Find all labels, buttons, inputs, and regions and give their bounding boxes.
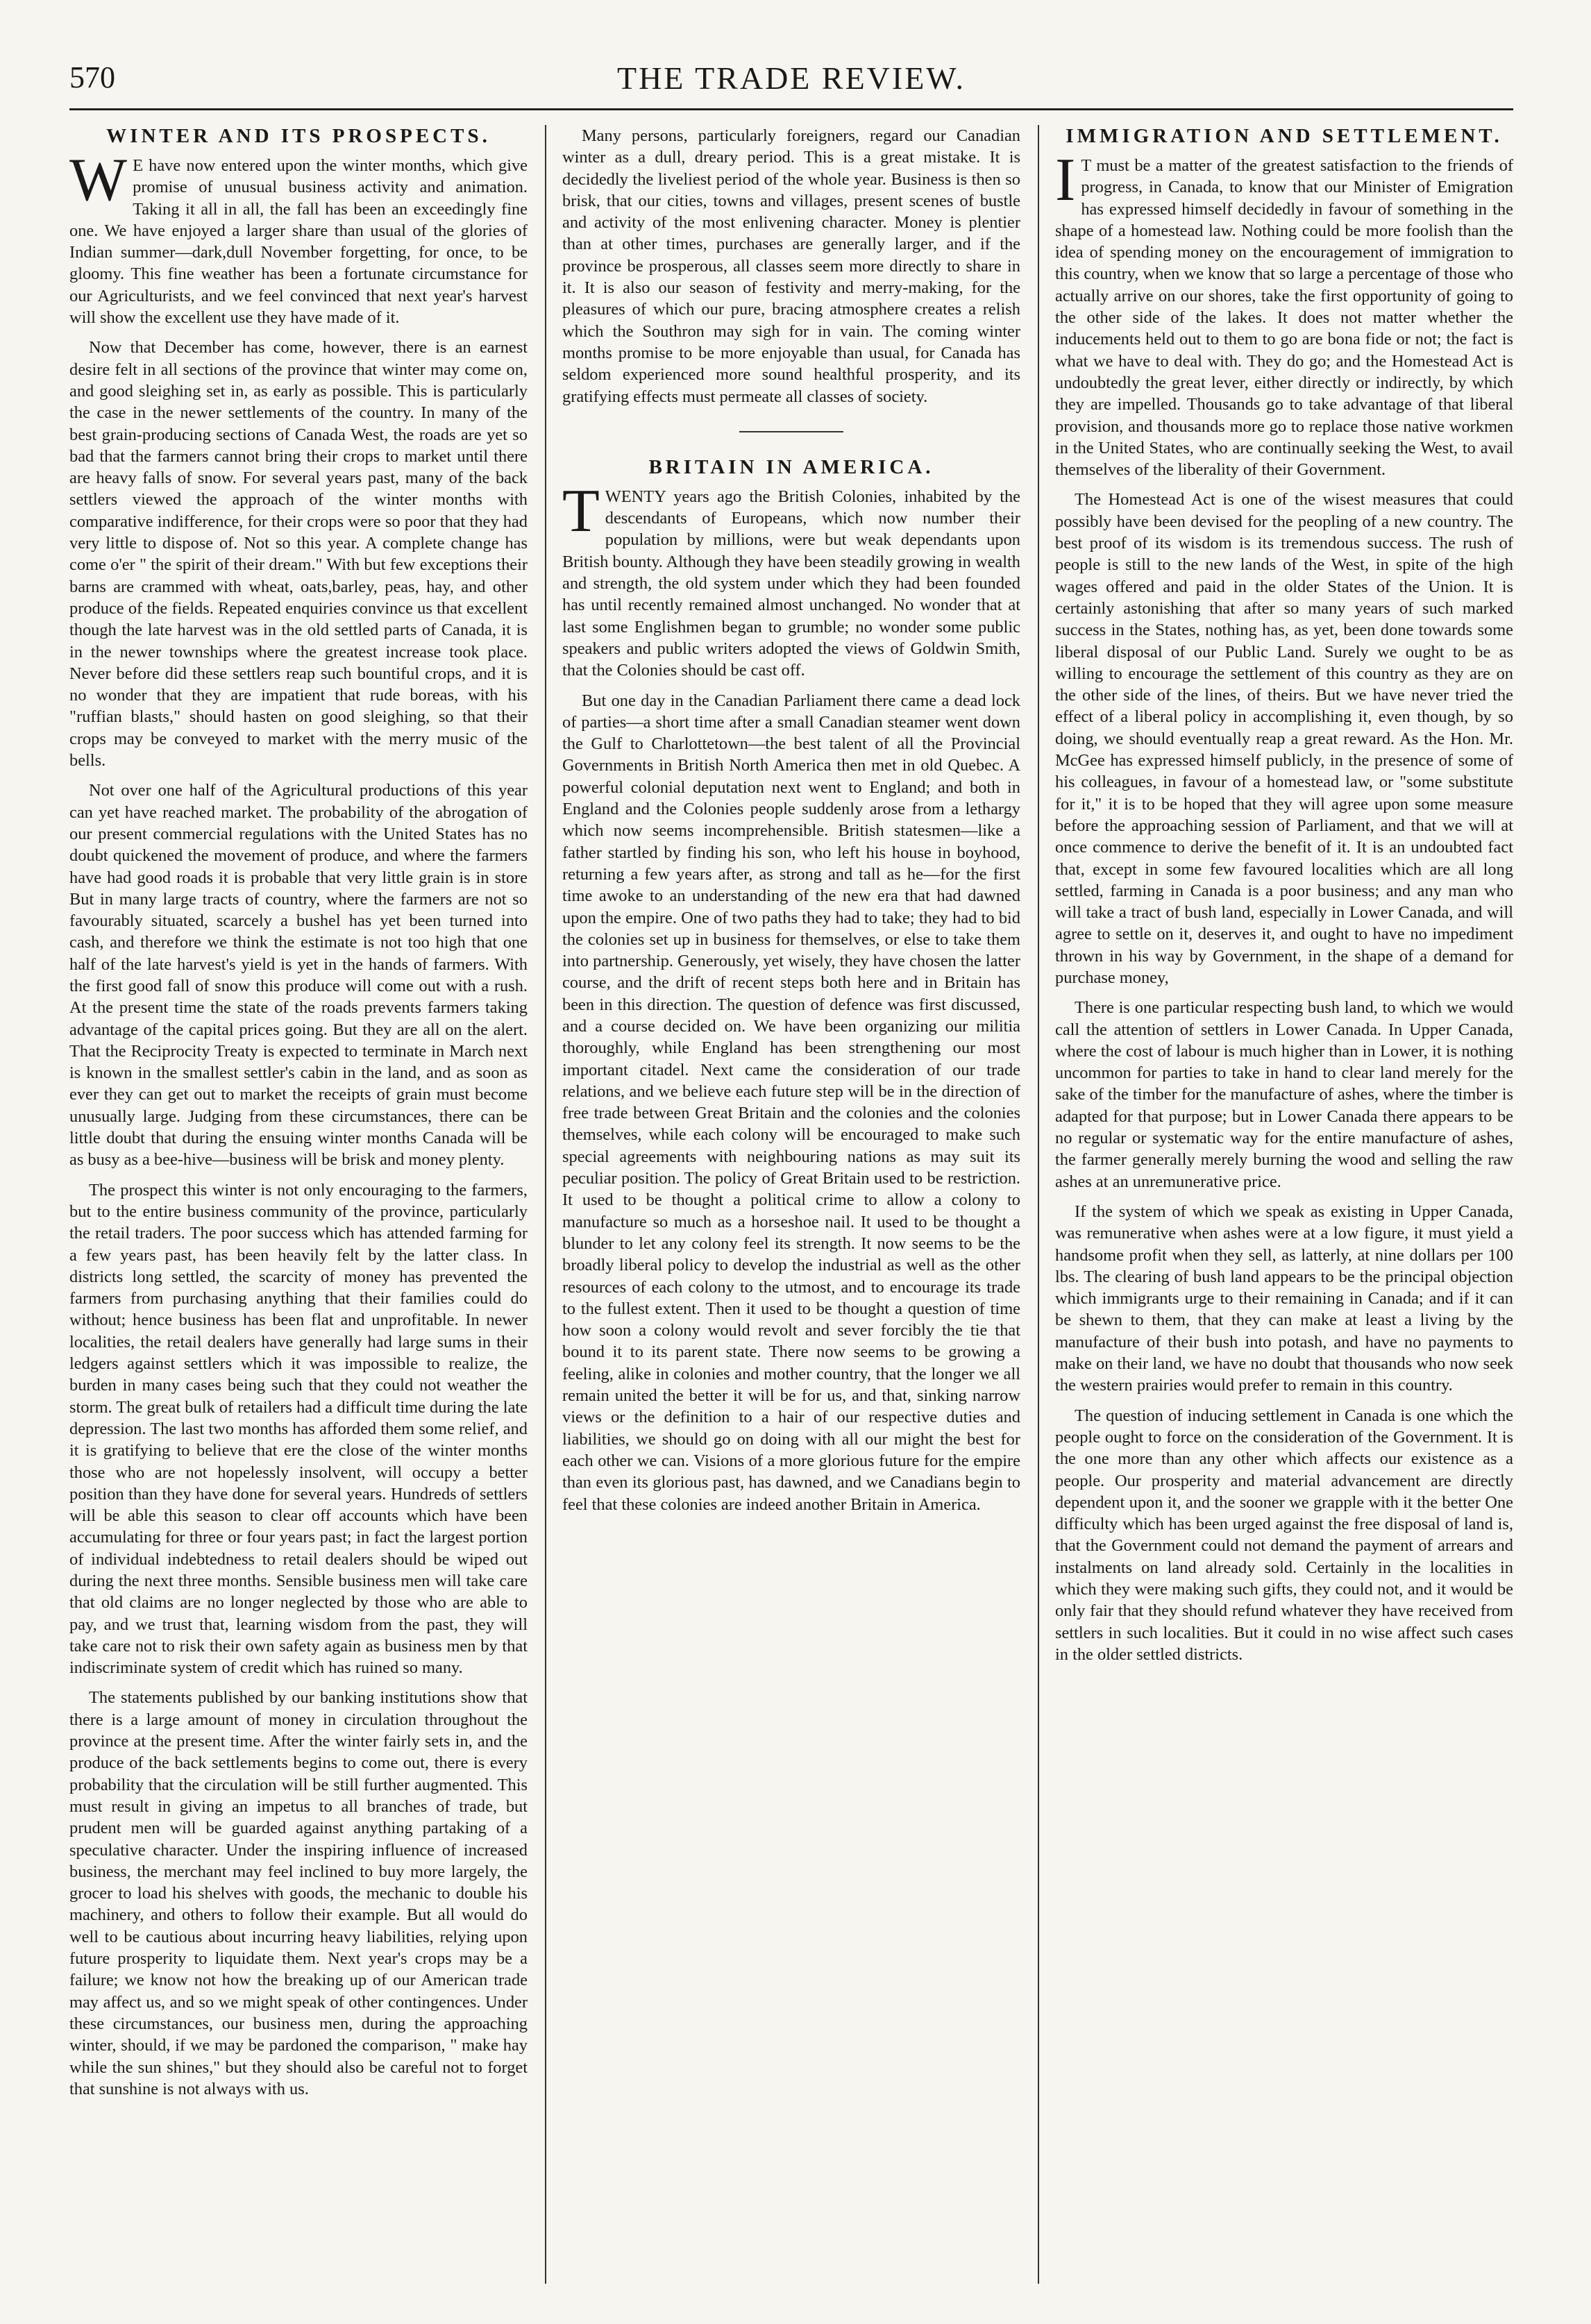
article-paragraph: The statements published by our banking institutions show that there is a large amount of money in circulation throughout the province at the present time. After the winter fairly sets in, and the produce of the back settlements begins to come out, there is every probability that the circulation will be still further augmented. This must result in giving an impetus to all branches of trade, but prudent men will be guarded against anything partaking of a speculative character. Under the inspiring influence of increased business, the merchant may feel inclined to buy more largely, the grocer to load his shelves with goods, the mechanic to double his machinery, and others to follow their example. But all would do well to be cautious about incurring heavy liabilities, relying upon future prosperity to liquidate them. Next year's crops may be a failure; we know not how the breaking up of our American trade may affect us, and so we might speak of other contingences. Under these circumstances, our business men, during the approaching winter, should, if we may be pardoned the comparison, " make hay while the sun shines," but they should also be careful not to forget that sunshine is not always with us. [69, 1688, 528, 2098]
article-paragraph: I T must be a matter of the greatest satisfaction to the friends of progress, in Canada, to know that our Minister of Emigration has expressed himself decidedly in favour of something in the shape of a homestead law. Nothing could be more foolish than the idea of spending money on the encouragement of immigration to this country, when we know that so large a percentage of those who actually arrive on our shores, take the first opportunity of going to the other side of the lakes. It does not matter whether the inducements held out to them to go are bona fide or not; the fact is what we have to deal with. They do go; and the Homestead Act is undoubtedly the great lever, either directly or indirectly, by which they are impelled. Thousands go to take advantage of that liberal provision, and thousands more go to replace those native workmen in the United States, who are continually seeking the West, to avail themselves of the liberality of their Government. [1055, 146, 1513, 480]
article-paragraph: Not over one half of the Agricultural productions of this year can yet have reached market. The probability of the abrogation of our present commercial regulations with the United States has no doubt quickened the movement of produce, and where the farmers have had good roads it is probable that very little grain is in store But in many large tracts of country, where the farmers are not so favourably situated, scarcely a bushel has yet been turned into cash, and therefore we think the estimate is not too high that one half of the late harvest's yield is yet in the hands of farmers. With the first good fall of snow this produce will come out with a rush. At the present time the state of the roads prevents farmers taking advantage of the capital prices going. But they are all on the alert. That the Reciprocity Treaty is expected to terminate in March next is known in the smallest settler's cabin in the land, and as soon as ever they can get out to market the receipts of grain must become unusually large. Judging from these circumstances, there can be little doubt that during the ensuing winter months Canada will be as busy as a bee-hive—business will be brisk and money plenty. [69, 781, 528, 1170]
article-title-immigration: IMMIGRATION AND SETTLEMENT. [1066, 125, 1503, 147]
article-paragraph: Now that December has come, however, there is an earnest desire felt in all sections of the province that winter may come on, and good sleighing set in, as early as possible. This is particularly the case in the newer settlements of the country. In many of the best grain-producing sections of Canada West, the roads are yet so bad that the farmers cannot bring their crops to market until there are heavy falls of snow. For several years past, many of the back settlers viewed the approach of the winter months with comparative indifference, for their crops were so poor that they had very little to dispose of. Not so this year. A complete change has come o'er " the spirit of their dream." With but few exceptions their barns are crammed with wheat, oats,barley, peas, hay, and other produce of the fields. Repeated enquiries convince us that excellent though the late harvest was in the old settled parts of Canada, it is in the newer townships where the greatest increase took place. Never before did these settlers reap such bountiful crops, and it is no wonder that they are impatient that rude boreas, with his "ruffian blasts," should hasten on good sleighing, so that their crops may be conveyed to market with the merry music of the bells. [69, 338, 528, 771]
columns [69, 125, 1513, 2284]
masthead-title: THE TRADE REVIEW. [616, 60, 966, 96]
drop-cap: T [562, 477, 600, 545]
page-number: 570 [69, 60, 115, 94]
article-paragraph: If the system of which we speak as existing in Upper Canada, was remunerative when ashes were at a low figure, it must yield a handsome profit when they sell, as latterly, at nine dollars per 100 lbs. The clearing of bush land appears to be the principal objection which immigrants urge to their remaining in Canada; and if it can be shewn to them, that they can make at least a living by the manufacture of their bush into potash, and have no payments to make on their land, we have no doubt that thousands who now seek the western prairies would prefer to remain in this country. [1055, 1202, 1513, 1395]
column-1 [69, 125, 528, 2284]
article-title-britain: BRITAIN IN AMERICA. [648, 455, 934, 478]
drop-cap: I [1055, 146, 1076, 214]
column-2 [562, 125, 1020, 2284]
article-paragraph: Many persons, particularly foreigners, regard our Canadian winter as a dull, dreary period. This is a great mistake. It is decidedly the liveliest period of the whole year. Business is then so brisk, that our cities, towns and villages, present scenes of bustle and activity of the most enlivening character. Money is plentier than at other times, purchases are generally larger, and if the province be prosperous, all classes seem more directly to share in it. It is also our season of festivity and merry-making, for the pleasures of which our pure, bracing atmosphere creates a relish which the Southron may sigh for in vain. The coming winter months promise to be more enjoyable than usual, for Canada has seldom experienced more sound healthful prosperity, and its gratifying effects must permeate all classes of society. [562, 126, 1020, 406]
column-3 [1055, 125, 1513, 2284]
article-paragraph: The prospect this winter is not only encouraging to the farmers, but to the entire business community of the province, particularly the retail traders. The poor success which has attended farming for a few years past, has been heavily felt by the latter class. In districts long settled, the scarcity of money has prevented the farmers from purchasing anything that their families could do without; hence business has been flat and unprofitable. In newer localities, the retail dealers have generally had large sums in their ledgers against settlers which it was impossible to realize, the burden in many cases being such that they could not weather the storm. The great bulk of retailers had a difficult time during the late depression. The last two months has afforded them some relief, and it is gratifying to believe that ere the close of the winter months those who are not hopelessly insolvent, will occupy a better position than they have done for several years. Hundreds of settlers will be able this season to clear off accounts which have been accumulating for three or four years past; in fact the largest portion of individual indebtedness to retail dealers should be wiped out during the next three months. Sensible business men will take care that old claims are no longer neglected by those who are able to pay, and we trust that, learning wisdom from the past, they will take care not to risk their own safety again as business men by that indiscriminate system of credit which has ruined so many. [69, 1180, 528, 1678]
article-paragraph: The question of inducing settlement in Canada is one which the people ought to force on the consideration of the Government. It is the one more than any other which affects our existence as a people. Our prosperity and material advancement are directly dependent upon it, and the sooner we grapple with it the better One difficulty which has been urged against the free disposal of land is, that the Government could not demand the payment of arrears and instalments on land already sold. Certainly in the localities in which they were making such gifts, they could not, and it would be only fair that they should refund whatever they have received from settlers in such localities. But it could in no wise affect such cases in the older settled districts. [1055, 1406, 1513, 1664]
article-paragraph: But one day in the Canadian Parliament there came a dead lock of parties—a short time after a small Canadian steamer went down the Gulf to Charlottetown—the best talent of all the Provincial Governments in British North America then met in old Quebec. A powerful colonial deputation next went to England; and both in England and the Colonies people suddenly arose from a lethargy which now seems incomprehensible. British statesmen—like a father startled by finding his son, who left his house in boyhood, returning a few years after, as strong and tall as he—for the first time awoke to an understanding of the new era that had dawned upon the empire. One of two paths they had to take; they had to bid the colonies set up in business for themselves, or else to take them into partnership. Generously, yet wisely, they have chosen the latter course, and the drift of recent steps both here and in Britain has been in this direction. The question of defence was first discussed, and a course decided on. We have been organizing our militia thoroughly, while England has been strengthening our most important citadel. Next came the consideration of our trade relations, and we believe each future step will be in the direction of free trade between Great Britain and the colonies and the colonies themselves, while each colony will be encouraged to make such special agreements with neighbouring nations as may suit its peculiar position. The policy of Great Britain used to be restriction. It used to be thought a political crime to allow a colony to manufacture so much as a horseshoe nail. It used to be thought a blunder to let any colony feel its strength. It now seems to be the broadly liberal policy to develop the industrial as well as the other resources of each colony to the utmost, and to encourage its trade to the fullest extent. Then it used to be thought a question of time how soon a colony would revolt and sever forcibly the tie that bound it to its parent state. There now seems to be growing a feeling, alike in colonies and mother country, that the longer we all remain united the better it will be for us, and that, sinking narrow views or the definition to a hair of our respective duties and liabilities, we should go on doing with all our might the best for each other we can. Visions of a more glorious future for the empire than even its glorious past, has dawned, and we Canadians begin to feel that these colonies are indeed another Britain in America. [562, 691, 1020, 1514]
article-separator [739, 431, 843, 432]
article-paragraph: The Homestead Act is one of the wisest measures that could possibly have been devised for the peopling of a new country. The best proof of its wisdom is its tremendous success. The rush of people is still to the new lands of the West, in spite of the high wages offered and paid in the older States of the Union. It is certainly astonishing that after so many years of such marked success in the States, nothing has, as yet, been done towards some liberal disposal of our Public Land. Surely we ought to be as willing to encourage the settlement of this country as they are on the other side of the lines, of theirs. But we have never tried the effect of a liberal policy in accomplishing it, even though, by so doing, we should eventually reap a great reward. As the Hon. Mr. McGee has expressed himself publicly, in the presence of some of his colleagues, in favour of a homestead law, or "some substitute for it," it is to be hoped that they will agree upon some measure before the approaching session of Parliament, and that we will at once commence to derive the benefit of it. It is an undoubted fact that, except in some few favoured localities which are all long settled, farming in Canada is a poor business; and any man who will take a tract of bush land, especially in Lower Canada, and will agree to settle on it, deserves it, and ought to have no impediment thrown in his way by Government, in the shape of a demand for purchase money, [1055, 490, 1513, 987]
column-rule [545, 125, 546, 2284]
article-title-winter: WINTER AND ITS PROSPECTS. [106, 125, 491, 147]
page-header [69, 60, 1513, 110]
article-paragraph: W E have now entered upon the winter months, which give promise of unusual business activity and animation. Taking it all in all, the fall has been an exceedingly fine one. We have enjoyed a larger share than usual of the glories of Indian summer—dark,dull November forgetting, for once, to be gloomy. This fine weather has been a fortunate circumstance for our Agriculturists, and we feel convinced that next year's harvest will show the excellent use they have made of it. [69, 146, 528, 328]
article-paragraph: TWENTY years ago the British Colonies, inhabited by the descendants of Europeans, which now number their population by millions, were but weak dependants upon British bounty. Although they have been steadily growing in wealth and strength, the old system under which they had been founded has until recently remained almost unchanged. No wonder that at last some Englishmen began to grumble; no wonder some public speakers and public writers adopted the views of Goldwin Smith, that the Colonies should be cast off. [562, 477, 1020, 680]
drop-cap: W [69, 146, 128, 214]
column-rule [1038, 125, 1039, 2284]
article-paragraph: There is one particular respecting bush land, to which we would call the attention of settlers in Lower Canada. In Upper Canada, where the cost of labour is much higher than in Lower, it is nothing uncommon for parties to take in hand to clear land merely for the sake of the timber for the manufacture of ashes, where the timber is adapted for that purpose; but in Lower Canada there appears to be no regular or systematic way for the entire manufacture of ashes, the farmer generally merely burning the wood and selling the raw ashes at an unremunerative price. [1055, 998, 1513, 1191]
